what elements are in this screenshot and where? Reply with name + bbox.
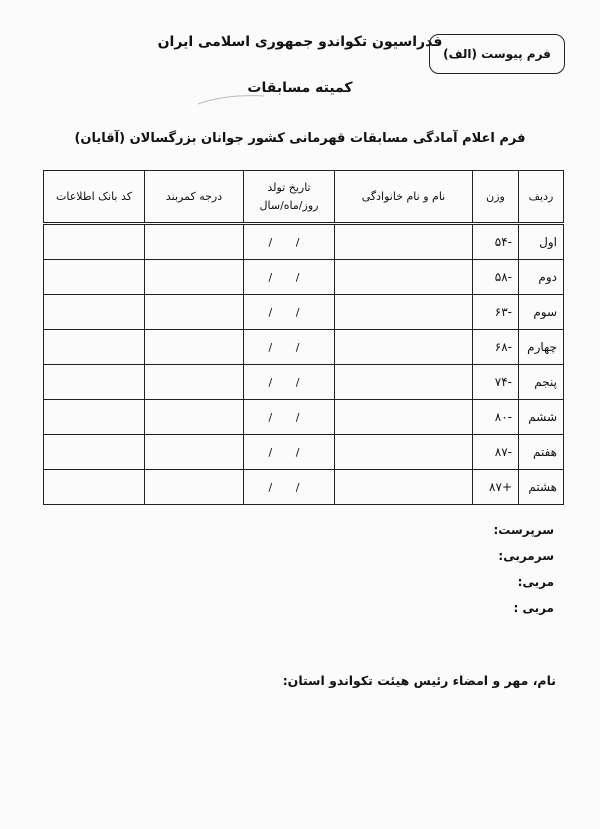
table-row: [44, 365, 564, 400]
name-field[interactable]: [335, 260, 473, 295]
head-coach-label: سرمربی:: [498, 549, 554, 563]
table-row: [44, 400, 564, 435]
coach-label: مربی:: [517, 575, 554, 589]
weight-cell: [473, 365, 519, 400]
bank-code-field[interactable]: [44, 260, 145, 295]
belt-field[interactable]: [145, 260, 244, 295]
header-dob-title: تاریخ تولد: [267, 180, 311, 194]
row-label: ششم: [528, 410, 557, 424]
header-weight: وزن: [473, 171, 519, 224]
row-label: پنجم: [534, 375, 557, 389]
weight-cell: [473, 260, 519, 295]
weight-cell: [473, 435, 519, 470]
coach-label-2: مربی :: [513, 601, 554, 615]
name-field[interactable]: [335, 295, 473, 330]
date-placeholder: / /: [268, 305, 310, 319]
dob-field[interactable]: [244, 224, 335, 260]
date-placeholder: / /: [268, 445, 310, 459]
belt-field[interactable]: [145, 435, 244, 470]
row-label: هفتم: [532, 445, 557, 459]
row-number-cell: [519, 435, 564, 470]
row-number-cell: [519, 400, 564, 435]
row-label: هشتم: [528, 480, 557, 494]
header-bank-code: کد بانک اطلاعات: [44, 171, 145, 224]
signature-line: نام، مهر و امضاء رئیس هیئت تکواندو استان:: [282, 673, 556, 688]
name-field[interactable]: [335, 400, 473, 435]
table-row: [44, 330, 564, 365]
attachment-label: فرم پیوست (الف): [443, 47, 551, 61]
weight-cell: [473, 330, 519, 365]
row-label: چهارم: [527, 340, 557, 354]
date-placeholder: / /: [268, 410, 310, 424]
committee-title: کمیته مسابقات: [247, 80, 353, 96]
attachment-label-box: [429, 34, 565, 74]
header-dob-format: روز/ماه/سال: [259, 198, 319, 212]
belt-field[interactable]: [145, 330, 244, 365]
signers-block: [493, 520, 554, 624]
table-row: [44, 470, 564, 505]
row-number-cell: [519, 295, 564, 330]
weight-cell: [473, 400, 519, 435]
row-number-cell: [519, 470, 564, 505]
date-placeholder: / /: [268, 375, 310, 389]
belt-field[interactable]: [145, 400, 244, 435]
bank-code-field[interactable]: [44, 435, 145, 470]
dob-field[interactable]: [244, 365, 335, 400]
table-row: [44, 260, 564, 295]
table-row: [44, 435, 564, 470]
row-number-cell: [519, 330, 564, 365]
name-field[interactable]: [335, 365, 473, 400]
header-belt: درجه کمربند: [145, 171, 244, 224]
org-title: فدراسیون تکواندو جمهوری اسلامی ایران: [157, 34, 443, 50]
registration-table: [43, 170, 564, 505]
row-label: دوم: [538, 270, 557, 284]
name-field[interactable]: [335, 470, 473, 505]
date-placeholder: / /: [268, 340, 310, 354]
header-row-number: ردیف: [519, 171, 564, 224]
weight-value: -۷۴: [494, 375, 512, 389]
name-field[interactable]: [335, 435, 473, 470]
dob-field[interactable]: [244, 435, 335, 470]
name-field[interactable]: [335, 330, 473, 365]
weight-value: -۸۰: [494, 410, 512, 424]
weight-value: -۵۴: [494, 235, 512, 249]
date-placeholder: / /: [268, 480, 310, 494]
bank-code-field[interactable]: [44, 470, 145, 505]
belt-field[interactable]: [145, 295, 244, 330]
row-number-cell: [519, 224, 564, 260]
weight-value: -۶۳: [494, 305, 512, 319]
dob-field[interactable]: [244, 470, 335, 505]
date-placeholder: / /: [268, 235, 310, 249]
supervisor-label: سرپرست:: [493, 523, 554, 537]
name-field[interactable]: [335, 224, 473, 260]
weight-value: -۸۷: [494, 445, 512, 459]
belt-field[interactable]: [145, 224, 244, 260]
form-title: فرم اعلام آمادگی مسابقات قهرمانی کشور جوانان بزرگسالان (آقایان): [74, 131, 526, 146]
header-name: نام و نام خانوادگی: [335, 171, 473, 224]
row-number-cell: [519, 260, 564, 295]
weight-value: -۶۸: [494, 340, 512, 354]
row-number-cell: [519, 365, 564, 400]
table-row: [44, 224, 564, 260]
table-header-row: [44, 171, 564, 224]
dob-field[interactable]: [244, 400, 335, 435]
belt-field[interactable]: [145, 365, 244, 400]
weight-value: -۵۸: [494, 270, 512, 284]
date-placeholder: / /: [268, 270, 310, 284]
bank-code-field[interactable]: [44, 365, 145, 400]
bank-code-field[interactable]: [44, 295, 145, 330]
dob-field[interactable]: [244, 330, 335, 365]
table-row: [44, 295, 564, 330]
row-label: سوم: [533, 305, 557, 319]
bank-code-field[interactable]: [44, 330, 145, 365]
dob-field[interactable]: [244, 295, 335, 330]
weight-cell: [473, 470, 519, 505]
header-dob: [244, 171, 335, 224]
weight-cell: [473, 224, 519, 260]
bank-code-field[interactable]: [44, 400, 145, 435]
belt-field[interactable]: [145, 470, 244, 505]
bank-code-field[interactable]: [44, 224, 145, 260]
row-label: اول: [539, 235, 557, 249]
weight-cell: [473, 295, 519, 330]
weight-value: +۸۷: [489, 480, 512, 494]
dob-field[interactable]: [244, 260, 335, 295]
